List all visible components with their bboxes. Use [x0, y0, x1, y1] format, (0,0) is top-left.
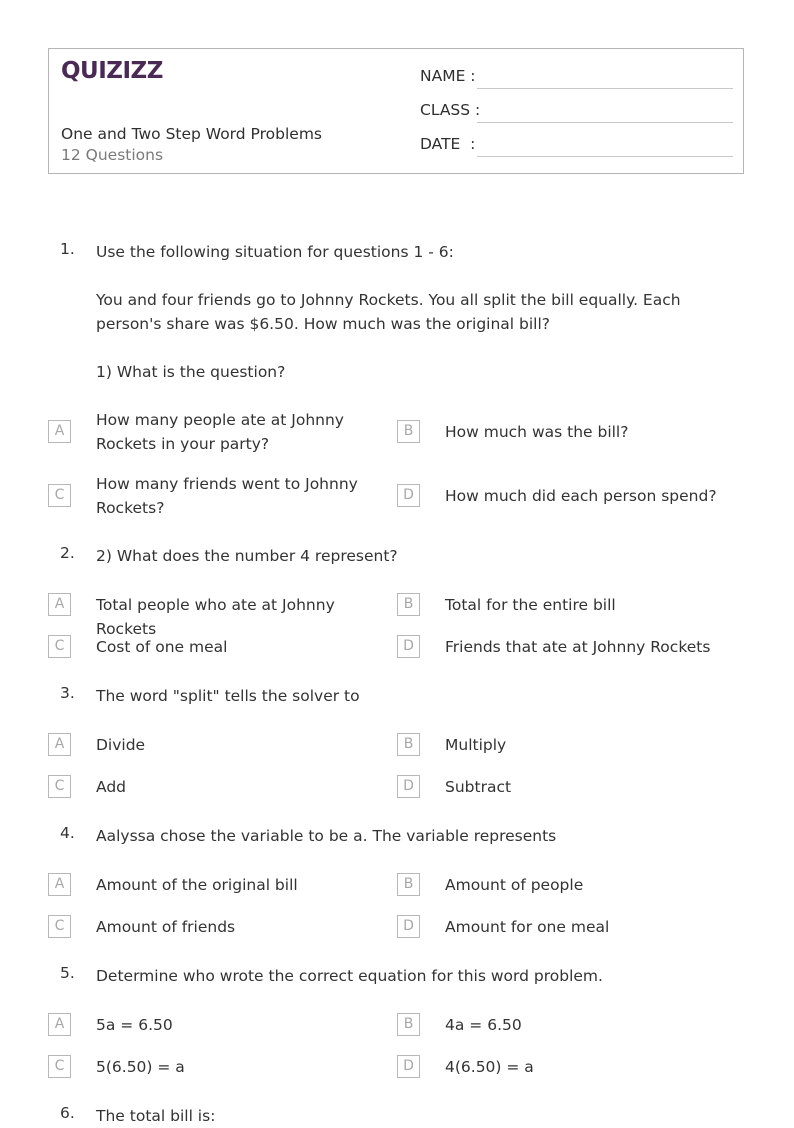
option-letter-box: D: [397, 915, 420, 938]
option-letter-box: C: [48, 775, 71, 798]
option-letter-box: A: [48, 1013, 71, 1036]
date-field[interactable]: [420, 135, 733, 159]
class-field[interactable]: [420, 101, 733, 125]
option-letter-box: D: [397, 484, 420, 507]
class-line: [477, 122, 733, 123]
option-letter-box: A: [48, 733, 71, 756]
option-letter-box: C: [48, 1055, 71, 1078]
class-label: CLASS :: [420, 101, 481, 119]
option-letter-box: C: [48, 915, 71, 938]
question-number: 3.: [60, 684, 75, 702]
quizizz-logo: QUIZIZZ: [61, 58, 163, 84]
option-text: Total for the entire bill: [445, 596, 616, 614]
option-letter-box: D: [397, 1055, 420, 1078]
option-text: Amount for one meal: [445, 918, 610, 936]
option-text: 4(6.50) = a: [445, 1058, 534, 1076]
option-text: 4a = 6.50: [445, 1016, 522, 1034]
option-letter-box: A: [48, 873, 71, 896]
option-text: Divide: [96, 736, 146, 754]
option-text: Cost of one meal: [96, 638, 228, 656]
question-text: The word "split" tells the solver to: [96, 687, 360, 705]
name-field[interactable]: [420, 67, 733, 91]
option-text: How much did each person spend?: [445, 487, 717, 505]
question-number: 4.: [60, 824, 75, 842]
option-text: Friends that ate at Johnny Rockets: [445, 638, 711, 656]
question-number: 2.: [60, 544, 75, 562]
option-text: How much was the bill?: [445, 423, 629, 441]
option-text: 5a = 6.50: [96, 1016, 173, 1034]
option-letter-box: B: [397, 733, 420, 756]
question-text: Determine who wrote the correct equation for this word problem.: [96, 967, 603, 985]
question-number: 6.: [60, 1104, 75, 1122]
name-label: NAME :: [420, 67, 476, 85]
question-text: You and four friends go to Johnny Rockets. You all split the bill equally. Each person's share was $6.50. How much was the original bill?: [96, 291, 681, 333]
question-text: Aalyssa chose the variable to be a. The variable represents: [96, 827, 557, 845]
question-count: 12 Questions: [61, 146, 164, 164]
option-letter-box: B: [397, 420, 420, 443]
option-letter-box: B: [397, 873, 420, 896]
worksheet-title: One and Two Step Word Problems: [61, 125, 322, 143]
option-letter-box: B: [397, 593, 420, 616]
option-text: Amount of the original bill: [96, 876, 298, 894]
option-text: Subtract: [445, 778, 512, 796]
date-line: [477, 156, 733, 157]
option-letter-box: B: [397, 1013, 420, 1036]
question-text: Use the following situation for questions 1 - 6:: [96, 243, 454, 261]
option-letter-box: A: [48, 593, 71, 616]
option-letter-box: D: [397, 635, 420, 658]
worksheet-header: [48, 48, 744, 174]
option-text: Amount of people: [445, 876, 584, 894]
option-letter-box: A: [48, 420, 71, 443]
option-text: Total people who ate at Johnny Rockets: [96, 596, 335, 638]
option-letter-box: C: [48, 635, 71, 658]
question-text: The total bill is:: [96, 1107, 216, 1125]
question-text: 2) What does the number 4 represent?: [96, 547, 398, 565]
option-text: Multiply: [445, 736, 507, 754]
question-number: 5.: [60, 964, 75, 982]
question-text: 1) What is the question?: [96, 363, 286, 381]
option-text: How many friends went to Johnny Rockets?: [96, 475, 358, 517]
name-line: [477, 88, 733, 89]
option-letter-box: C: [48, 484, 71, 507]
date-label: DATE :: [420, 135, 476, 153]
question-number: 1.: [60, 240, 75, 258]
option-text: Add: [96, 778, 127, 796]
option-text: Amount of friends: [96, 918, 236, 936]
option-text: 5(6.50) = a: [96, 1058, 185, 1076]
option-letter-box: D: [397, 775, 420, 798]
option-text: How many people ate at Johnny Rockets in your party?: [96, 411, 344, 453]
